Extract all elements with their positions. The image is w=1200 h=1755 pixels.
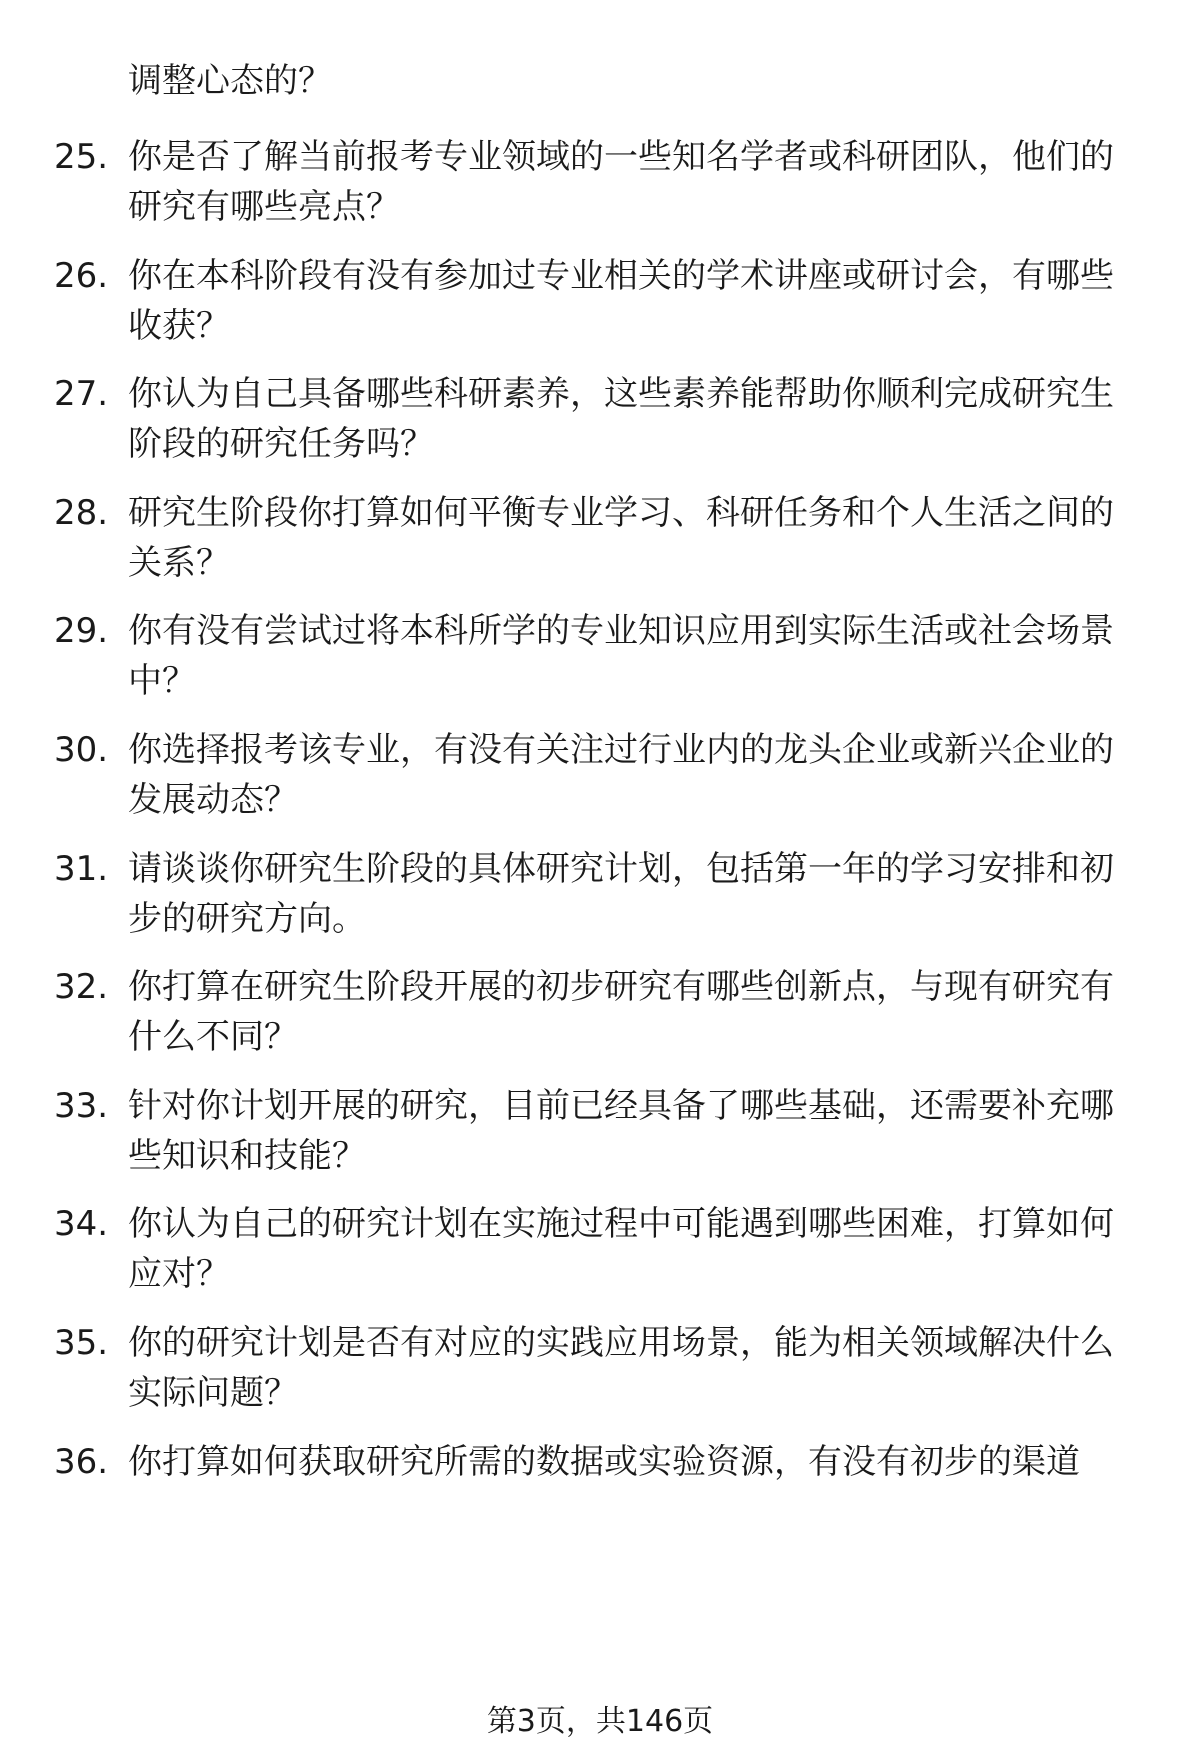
question-text: 你有没有尝试过将本科所学的专业知识应用到实际生活或社会场景中？	[128, 611, 1114, 701]
question-text: 你选择报考该专业，有没有关注过行业内的龙头企业或新兴企业的发展动态？	[128, 730, 1114, 820]
question-number: 32.	[54, 967, 109, 1007]
question-text: 针对你计划开展的研究，目前已经具备了哪些基础，还需要补充哪些知识和技能？	[128, 1086, 1114, 1176]
question-number: 34.	[54, 1204, 109, 1244]
question-number: 26.	[54, 256, 109, 296]
question-text: 你在本科阶段有没有参加过专业相关的学术讲座或研讨会，有哪些收获？	[128, 256, 1114, 346]
question-number: 25.	[54, 137, 109, 177]
page-footer: 第3页，共146页	[486, 1704, 714, 1739]
question-text: 你打算在研究生阶段开展的初步研究有哪些创新点，与现有研究有什么不同？	[128, 967, 1114, 1057]
question-number: 33.	[54, 1086, 109, 1126]
question-number: 35.	[54, 1323, 109, 1363]
question-text: 你是否了解当前报考专业领域的一些知名学者或科研团队，他们的研究有哪些亮点？	[128, 137, 1114, 227]
question-text: 你认为自己具备哪些科研素养，这些素养能帮助你顺利完成研究生阶段的研究任务吗？	[128, 374, 1114, 464]
question-number: 29.	[54, 611, 109, 651]
question-number: 27.	[54, 374, 109, 414]
question-text: 请谈谈你研究生阶段的具体研究计划，包括第一年的学习安排和初步的研究方向。	[128, 849, 1114, 939]
question-number: 36.	[54, 1442, 109, 1482]
question-text: 研究生阶段你打算如何平衡专业学习、科研任务和个人生活之间的关系？	[128, 493, 1114, 583]
question-text: 你的研究计划是否有对应的实践应用场景，能为相关领域解决什么实际问题？	[128, 1323, 1114, 1413]
continued-question-text: 调整心态的？	[128, 61, 332, 101]
question-text: 你打算如何获取研究所需的数据或实验资源，有没有初步的渠道	[128, 1442, 1080, 1482]
question-text: 你认为自己的研究计划在实施过程中可能遇到哪些困难，打算如何应对？	[128, 1204, 1114, 1294]
question-number: 30.	[54, 730, 109, 770]
question-number: 31.	[54, 849, 109, 889]
question-number: 28.	[54, 493, 109, 533]
